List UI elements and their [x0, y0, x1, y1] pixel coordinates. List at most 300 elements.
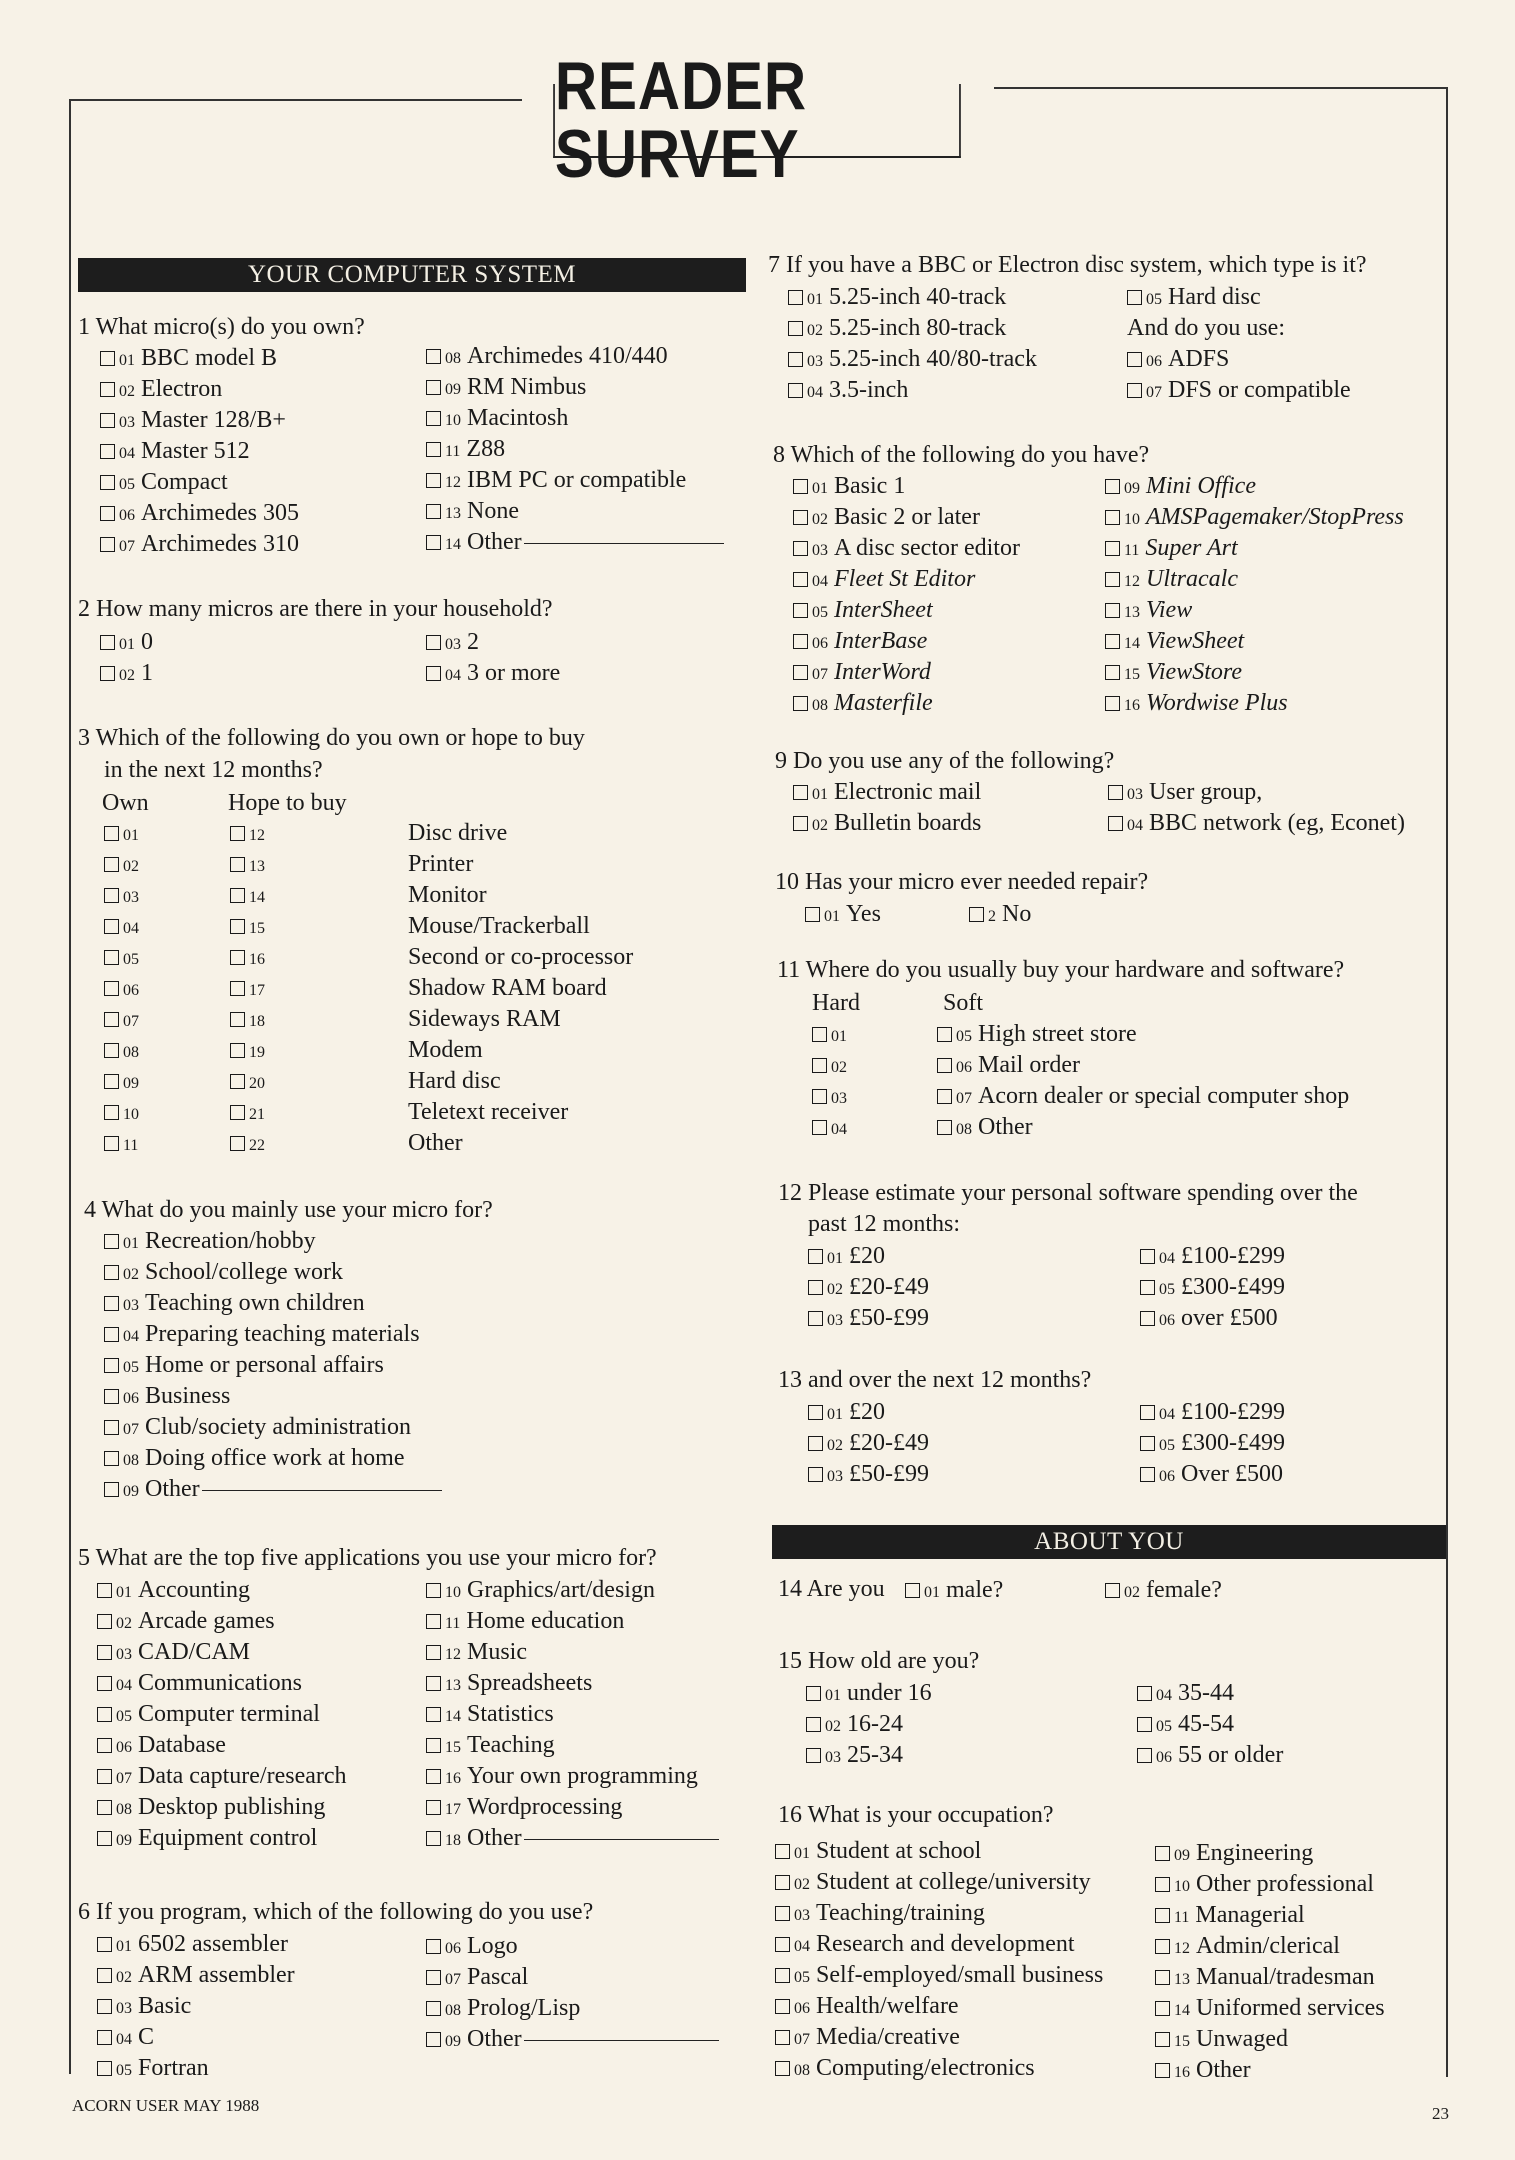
item-label: Printer [408, 851, 474, 877]
checkbox[interactable] [100, 444, 115, 459]
option-code: 10 [1174, 1878, 1190, 1895]
option-item [104, 1319, 420, 1350]
option-label: User group, [1149, 779, 1263, 805]
item-label: Teletext receiver [408, 1099, 569, 1125]
option-code: 07 [119, 538, 135, 555]
checkbox[interactable] [426, 1583, 441, 1598]
option-code: 02 [794, 1876, 810, 1893]
option-label: Other [1196, 2057, 1251, 2083]
checkbox[interactable] [1140, 1311, 1155, 1326]
option-label: Home education [466, 1608, 625, 1634]
option-item [1155, 1931, 1340, 1962]
option-item [97, 1960, 295, 1991]
option-code: 01 [827, 1406, 843, 1423]
option-item [230, 818, 271, 849]
checkbox[interactable] [1127, 352, 1142, 367]
option-label: Doing office work at home [145, 1445, 405, 1471]
checkbox[interactable] [104, 1420, 119, 1435]
option-code: 02 [807, 322, 823, 339]
option-item [808, 1397, 885, 1428]
option-code: 02 [123, 858, 139, 875]
option-code: 09 [116, 1832, 132, 1849]
checkbox[interactable] [1155, 1908, 1170, 1923]
option-item [230, 1066, 271, 1097]
checkbox[interactable] [1105, 696, 1120, 711]
checkbox[interactable] [104, 1358, 119, 1373]
checkbox[interactable] [969, 907, 984, 922]
option-item [775, 1898, 985, 1929]
checkbox[interactable] [104, 826, 119, 841]
checkbox[interactable] [806, 1686, 821, 1701]
checkbox[interactable] [426, 349, 441, 364]
checkbox[interactable] [1105, 510, 1120, 525]
option-code: 03 [794, 1907, 810, 1924]
option-item [97, 1929, 288, 1960]
option-item [104, 1412, 411, 1443]
checkbox[interactable] [775, 2030, 790, 2045]
checkbox[interactable] [230, 981, 245, 996]
checkbox[interactable] [97, 1800, 112, 1815]
question-text: past 12 months: [808, 1211, 961, 1237]
option-code: 06 [1156, 1749, 1172, 1766]
option-item [812, 1081, 853, 1112]
checkbox[interactable] [812, 1058, 827, 1073]
checkbox[interactable] [104, 1327, 119, 1342]
checkbox[interactable] [104, 1043, 119, 1058]
checkbox[interactable] [104, 1451, 119, 1466]
option-label: Student at school [816, 1838, 982, 1864]
checkbox[interactable] [426, 1614, 441, 1629]
checkbox[interactable] [808, 1280, 823, 1295]
checkbox[interactable] [1140, 1436, 1155, 1451]
item-label: Disc drive [408, 820, 508, 846]
option-label: ADFS [1168, 346, 1230, 372]
option-item [808, 1459, 929, 1490]
checkbox[interactable] [230, 1136, 245, 1151]
checkbox[interactable] [426, 1769, 441, 1784]
option-label: Database [138, 1732, 226, 1758]
checkbox[interactable] [788, 383, 803, 398]
checkbox[interactable] [104, 1074, 119, 1089]
option-code: 12 [445, 1646, 461, 1663]
item-label: Hard disc [408, 1068, 501, 1094]
option-label: Manual/tradesman [1196, 1964, 1375, 1990]
option-code: 05 [1146, 291, 1162, 308]
checkbox[interactable] [1155, 1846, 1170, 1861]
checkbox[interactable] [1140, 1405, 1155, 1420]
checkbox[interactable] [104, 1296, 119, 1311]
option-item [426, 1993, 580, 2024]
checkbox[interactable] [230, 1105, 245, 1120]
option-code: 13 [1174, 1971, 1190, 1988]
option-code: 2 [988, 908, 996, 925]
checkbox[interactable] [808, 1249, 823, 1264]
checkbox[interactable] [230, 1043, 245, 1058]
option-code: 07 [123, 1013, 139, 1030]
checkbox[interactable] [1105, 665, 1120, 680]
option-label: Acorn dealer or special computer shop [978, 1083, 1350, 1109]
checkbox[interactable] [97, 1968, 112, 1983]
checkbox[interactable] [806, 1717, 821, 1732]
option-code: 03 [1127, 786, 1143, 803]
option-item [793, 533, 1020, 564]
option-code: 04 [1159, 1406, 1175, 1423]
checkbox[interactable] [230, 1074, 245, 1089]
checkbox[interactable] [937, 1089, 952, 1104]
option-code: 08 [956, 1121, 972, 1138]
option-code: 16 [249, 951, 265, 968]
section-label: YOUR COMPUTER SYSTEM [247, 261, 577, 288]
option-item [97, 1730, 226, 1761]
checkbox[interactable] [1155, 1970, 1170, 1985]
checkbox[interactable] [937, 1120, 952, 1135]
option-label: None [467, 498, 519, 524]
option-label: £20 [849, 1399, 885, 1425]
option-code: 03 [116, 1646, 132, 1663]
option-item [1155, 2055, 1251, 2086]
option-item [104, 1226, 316, 1257]
option-code: 05 [123, 951, 139, 968]
checkbox[interactable] [1137, 1717, 1152, 1732]
option-item [426, 1575, 655, 1606]
checkbox[interactable] [812, 1027, 827, 1042]
checkbox[interactable] [1140, 1280, 1155, 1295]
checkbox[interactable] [97, 1645, 112, 1660]
option-item [1155, 1869, 1374, 1900]
checkbox[interactable] [426, 535, 441, 550]
option-label: Z88 [466, 436, 506, 462]
option-label: £50-£99 [849, 1461, 929, 1487]
checkbox[interactable] [426, 1676, 441, 1691]
option-item [97, 1668, 302, 1699]
checkbox[interactable] [100, 506, 115, 521]
checkbox[interactable] [775, 2061, 790, 2076]
checkbox[interactable] [104, 1482, 119, 1497]
checkbox[interactable] [775, 1968, 790, 1983]
checkbox[interactable] [937, 1058, 952, 1073]
option-code: 16 [1124, 697, 1140, 714]
option-label: Pascal [467, 1964, 529, 1990]
checkbox[interactable] [793, 572, 808, 587]
option-item [1127, 344, 1229, 375]
option-code: 11 [445, 1615, 461, 1632]
checkbox[interactable] [793, 634, 808, 649]
option-item [100, 658, 153, 689]
option-item [426, 496, 519, 527]
checkbox[interactable] [104, 919, 119, 934]
checkbox[interactable] [808, 1467, 823, 1482]
option-code: 08 [116, 1801, 132, 1818]
option-code: 03 [123, 889, 139, 906]
checkbox[interactable] [426, 1939, 441, 1954]
option-code: 06 [445, 1940, 461, 1957]
checkbox[interactable] [1108, 816, 1123, 831]
checkbox[interactable] [426, 666, 441, 681]
checkbox[interactable] [775, 1937, 790, 1952]
option-label: Desktop publishing [138, 1794, 326, 1820]
option-label: Communications [138, 1670, 302, 1696]
option-label: Mail order [978, 1052, 1080, 1078]
checkbox[interactable] [230, 1012, 245, 1027]
option-code: 01 [116, 1938, 132, 1955]
checkbox[interactable] [97, 1831, 112, 1846]
option-code: 05 [956, 1028, 972, 1045]
checkbox[interactable] [1155, 1939, 1170, 1954]
option-code: 11 [1174, 1909, 1190, 1926]
checkbox[interactable] [1155, 2032, 1170, 2047]
checkbox[interactable] [793, 603, 808, 618]
option-label: £20-£49 [849, 1430, 929, 1456]
checkbox[interactable] [1105, 541, 1120, 556]
option-code: 02 [116, 1969, 132, 1986]
option-label: Other [145, 1476, 200, 1502]
checkbox[interactable] [97, 1738, 112, 1753]
checkbox[interactable] [104, 1136, 119, 1151]
item-label: Shadow RAM board [408, 975, 607, 1001]
option-item [97, 1699, 320, 1730]
checkbox[interactable] [426, 2001, 441, 2016]
option-code: 03 [831, 1090, 847, 1107]
option-item [426, 403, 568, 434]
option-label: Electron [141, 376, 223, 402]
option-item [1108, 808, 1405, 839]
checkbox[interactable] [104, 1265, 119, 1280]
checkbox[interactable] [793, 541, 808, 556]
write-in-line[interactable] [524, 1839, 719, 1840]
option-code: 01 [119, 352, 135, 369]
checkbox[interactable] [426, 380, 441, 395]
checkbox[interactable] [808, 1311, 823, 1326]
question-subheading: And do you use: [1127, 315, 1285, 341]
option-label: Preparing teaching materials [145, 1321, 420, 1347]
option-item [937, 1112, 1033, 1143]
option-item [97, 1606, 275, 1637]
option-item [788, 375, 908, 406]
option-code: 02 [812, 817, 828, 834]
checkbox[interactable] [104, 1389, 119, 1404]
option-item [426, 1931, 518, 1962]
option-label: £300-£499 [1181, 1430, 1285, 1456]
option-label: Masterfile [834, 690, 933, 716]
checkbox[interactable] [793, 665, 808, 680]
checkbox[interactable] [775, 1875, 790, 1890]
checkbox[interactable] [812, 1089, 827, 1104]
item-label: Other [408, 1130, 463, 1156]
option-item [775, 2053, 1035, 2084]
checkbox[interactable] [100, 635, 115, 650]
checkbox[interactable] [100, 475, 115, 490]
checkbox[interactable] [100, 666, 115, 681]
checkbox[interactable] [230, 950, 245, 965]
checkbox[interactable] [104, 1234, 119, 1249]
option-item [104, 1381, 230, 1412]
option-item [937, 1019, 1137, 1050]
option-code: 01 [123, 1235, 139, 1252]
checkbox[interactable] [788, 352, 803, 367]
checkbox[interactable] [230, 888, 245, 903]
option-label: Yes [846, 901, 881, 927]
section-about-you [772, 1525, 1446, 1559]
option-code: 10 [1124, 511, 1140, 528]
checkbox[interactable] [1108, 785, 1123, 800]
option-code: 01 [116, 1584, 132, 1601]
checkbox[interactable] [97, 1583, 112, 1598]
question-text: 6 If you program, which of the following do you use? [78, 1899, 594, 1925]
checkbox[interactable] [104, 981, 119, 996]
option-item [793, 502, 980, 533]
checkbox[interactable] [230, 919, 245, 934]
checkbox[interactable] [426, 1800, 441, 1815]
checkbox[interactable] [100, 537, 115, 552]
checkbox[interactable] [1105, 1583, 1120, 1598]
option-code: 06 [119, 507, 135, 524]
checkbox[interactable] [793, 785, 808, 800]
option-item [1127, 282, 1261, 313]
checkbox[interactable] [104, 857, 119, 872]
option-label: 5.25-inch 80-track [829, 315, 1007, 341]
checkbox[interactable] [793, 479, 808, 494]
checkbox[interactable] [100, 382, 115, 397]
checkbox[interactable] [793, 510, 808, 525]
option-label: male? [946, 1577, 1004, 1603]
option-code: 01 [119, 636, 135, 653]
checkbox[interactable] [788, 321, 803, 336]
option-item [426, 1699, 554, 1730]
option-label: Spreadsheets [467, 1670, 593, 1696]
checkbox[interactable] [1137, 1686, 1152, 1701]
checkbox[interactable] [793, 696, 808, 711]
checkbox[interactable] [808, 1436, 823, 1451]
checkbox[interactable] [775, 1999, 790, 2014]
option-code: 11 [445, 443, 461, 460]
option-code: 22 [249, 1137, 265, 1154]
checkbox[interactable] [97, 1676, 112, 1691]
checkbox[interactable] [1105, 572, 1120, 587]
option-item [1155, 1838, 1313, 1869]
option-code: 09 [123, 1483, 139, 1500]
option-item [230, 880, 271, 911]
option-label: Arcade games [138, 1608, 275, 1634]
option-item [1108, 777, 1262, 808]
checkbox[interactable] [1155, 2063, 1170, 2078]
checkbox[interactable] [1140, 1467, 1155, 1482]
checkbox[interactable] [426, 504, 441, 519]
checkbox[interactable] [1137, 1748, 1152, 1763]
checkbox[interactable] [426, 1831, 441, 1846]
write-in-line[interactable] [202, 1490, 442, 1491]
checkbox[interactable] [793, 816, 808, 831]
checkbox[interactable] [937, 1027, 952, 1042]
checkbox[interactable] [805, 907, 820, 922]
checkbox[interactable] [97, 1707, 112, 1722]
write-in-line[interactable] [524, 2040, 719, 2041]
checkbox[interactable] [1155, 2001, 1170, 2016]
checkbox[interactable] [426, 1970, 441, 1985]
frame-rule-left [69, 99, 522, 101]
option-code: 15 [445, 1739, 461, 1756]
option-code: 01 [824, 908, 840, 925]
question-text: 15 How old are you? [778, 1648, 980, 1674]
checkbox[interactable] [97, 2061, 112, 2076]
checkbox[interactable] [104, 950, 119, 965]
option-label: £300-£499 [1181, 1274, 1285, 1300]
write-in-line[interactable] [524, 543, 724, 544]
option-item [1105, 471, 1256, 502]
option-label: Other professional [1196, 1871, 1374, 1897]
option-item [97, 2022, 154, 2053]
option-item [1140, 1303, 1278, 1334]
checkbox[interactable] [775, 1906, 790, 1921]
question-text: 3 Which of the following do you own or hope to buy [78, 725, 585, 751]
section-your-computer-system [78, 258, 746, 292]
option-item [788, 282, 1006, 313]
option-code: 09 [445, 2033, 461, 2050]
checkbox[interactable] [905, 1583, 920, 1598]
checkbox[interactable] [100, 351, 115, 366]
checkbox[interactable] [97, 1614, 112, 1629]
checkbox[interactable] [426, 1707, 441, 1722]
option-label: Statistics [467, 1701, 554, 1727]
checkbox[interactable] [97, 2030, 112, 2045]
checkbox[interactable] [104, 1012, 119, 1027]
option-label: IBM PC or compatible [467, 467, 687, 493]
page-number: 23 [1432, 2104, 1449, 2123]
option-item [1155, 2024, 1288, 2055]
option-code: 04 [812, 573, 828, 590]
checkbox[interactable] [104, 1105, 119, 1120]
option-code: 09 [123, 1075, 139, 1092]
option-item [775, 1836, 981, 1867]
checkbox[interactable] [104, 888, 119, 903]
option-code: 07 [116, 1770, 132, 1787]
checkbox[interactable] [426, 1738, 441, 1753]
checkbox[interactable] [1105, 603, 1120, 618]
checkbox[interactable] [1127, 383, 1142, 398]
checkbox[interactable] [808, 1405, 823, 1420]
checkbox[interactable] [100, 413, 115, 428]
checkbox[interactable] [1140, 1249, 1155, 1264]
checkbox[interactable] [812, 1120, 827, 1135]
checkbox[interactable] [1155, 1877, 1170, 1892]
checkbox[interactable] [97, 1769, 112, 1784]
option-code: 15 [1124, 666, 1140, 683]
checkbox[interactable] [426, 473, 441, 488]
option-label: Fortran [138, 2055, 209, 2081]
checkbox[interactable] [230, 857, 245, 872]
option-item [426, 1730, 555, 1761]
checkbox[interactable] [1105, 479, 1120, 494]
option-code: 01 [807, 291, 823, 308]
checkbox[interactable] [788, 290, 803, 305]
checkbox[interactable] [426, 635, 441, 650]
checkbox[interactable] [426, 2032, 441, 2047]
checkbox[interactable] [1127, 290, 1142, 305]
checkbox[interactable] [97, 1937, 112, 1952]
option-code: 11 [1124, 542, 1140, 559]
option-code: 08 [445, 350, 461, 367]
checkbox[interactable] [806, 1748, 821, 1763]
checkbox[interactable] [230, 826, 245, 841]
checkbox[interactable] [775, 1844, 790, 1859]
checkbox[interactable] [1105, 634, 1120, 649]
option-label: Master 128/B+ [141, 407, 286, 433]
checkbox[interactable] [97, 1999, 112, 2014]
option-code: 05 [123, 1359, 139, 1376]
option-item [100, 627, 153, 658]
checkbox[interactable] [426, 1645, 441, 1660]
checkbox[interactable] [426, 411, 441, 426]
checkbox[interactable] [426, 442, 441, 457]
